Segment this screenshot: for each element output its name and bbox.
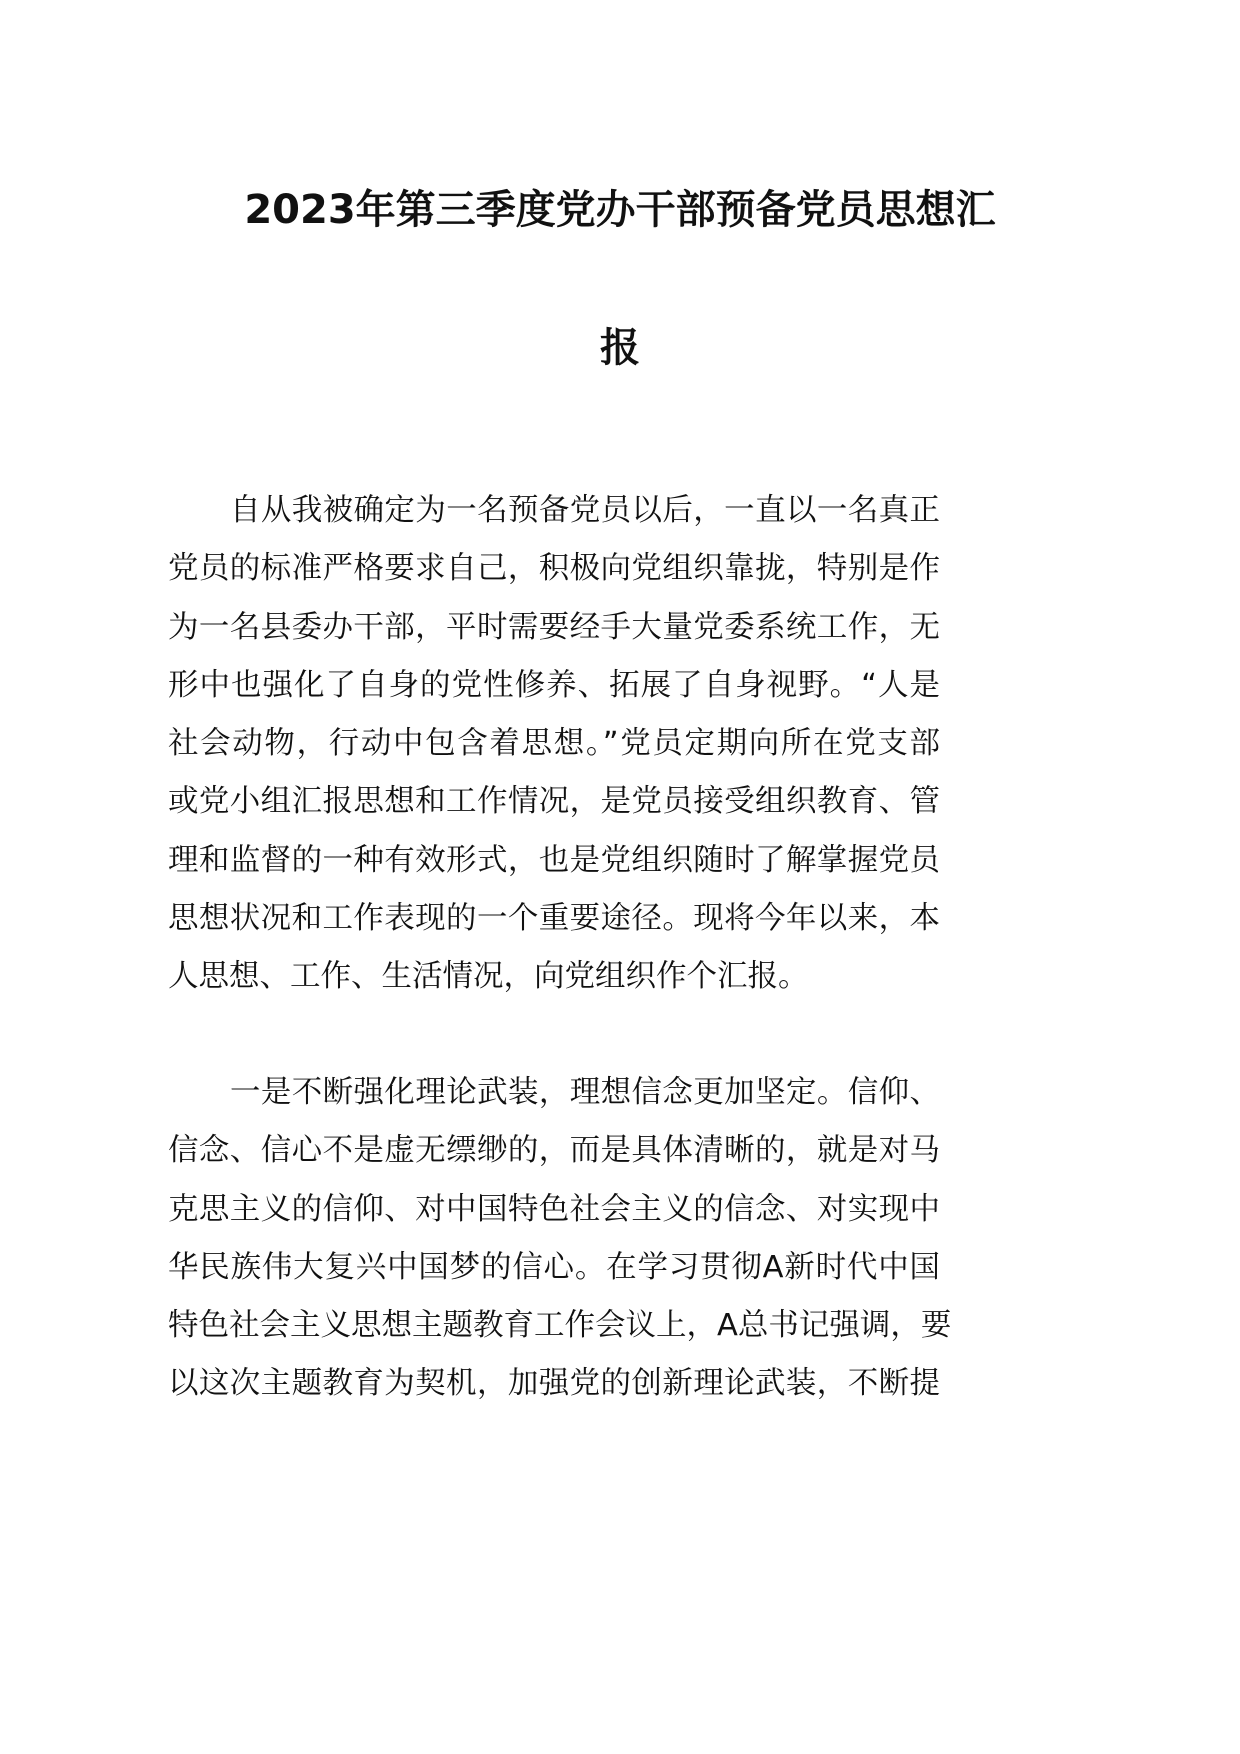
text-line: 特色社会主义思想主题教育工作会议上，A总书记强调，要	[168, 1308, 952, 1344]
document-title-line-1: 2023年第三季度党办干部预备党员思想汇	[244, 187, 996, 233]
text-line: 思想状况和工作表现的一个重要途径。现将今年以来，本	[168, 901, 940, 937]
text-line: 自从我被确定为一名预备党员以后，一直以一名真正	[230, 493, 940, 528]
text-line: 人思想、工作、生活情况，向党组织作个汇报。	[168, 959, 809, 995]
text-line: 或党小组汇报思想和工作情况，是党员接受组织教育、管	[168, 784, 940, 820]
paragraph-intro	[168, 482, 940, 1007]
text-line: 形中也强化了自身的党性修养、拓展了自身视野。“人是	[168, 667, 940, 703]
text-line: 一是不断强化理论武装，理想信念更加坚定。信仰、	[230, 1075, 940, 1110]
document-title-line-2: 报	[600, 325, 640, 371]
text-line: 社会动物，行动中包含着思想。”党员定期向所在党支部	[168, 726, 940, 762]
text-line: 克思主义的信仰、对中国特色社会主义的信念、对实现中	[168, 1191, 940, 1227]
text-line: 理和监督的一种有效形式，也是党组织随时了解掌握党员	[168, 842, 940, 878]
text-line: 党员的标准严格要求自己，积极向党组织靠拢，特别是作	[168, 551, 940, 587]
text-line: 以这次主题教育为契机，加强党的创新理论武装，不断提	[168, 1366, 940, 1402]
text-line: 为一名县委办干部，平时需要经手大量党委系统工作，无	[168, 609, 940, 645]
text-line: 信念、信心不是虚无缥缈的，而是具体清晰的，就是对马	[168, 1133, 940, 1169]
paragraph-theory	[168, 1064, 952, 1414]
text-line: 华民族伟大复兴中国梦的信心。在学习贯彻A新时代中国	[168, 1249, 940, 1285]
